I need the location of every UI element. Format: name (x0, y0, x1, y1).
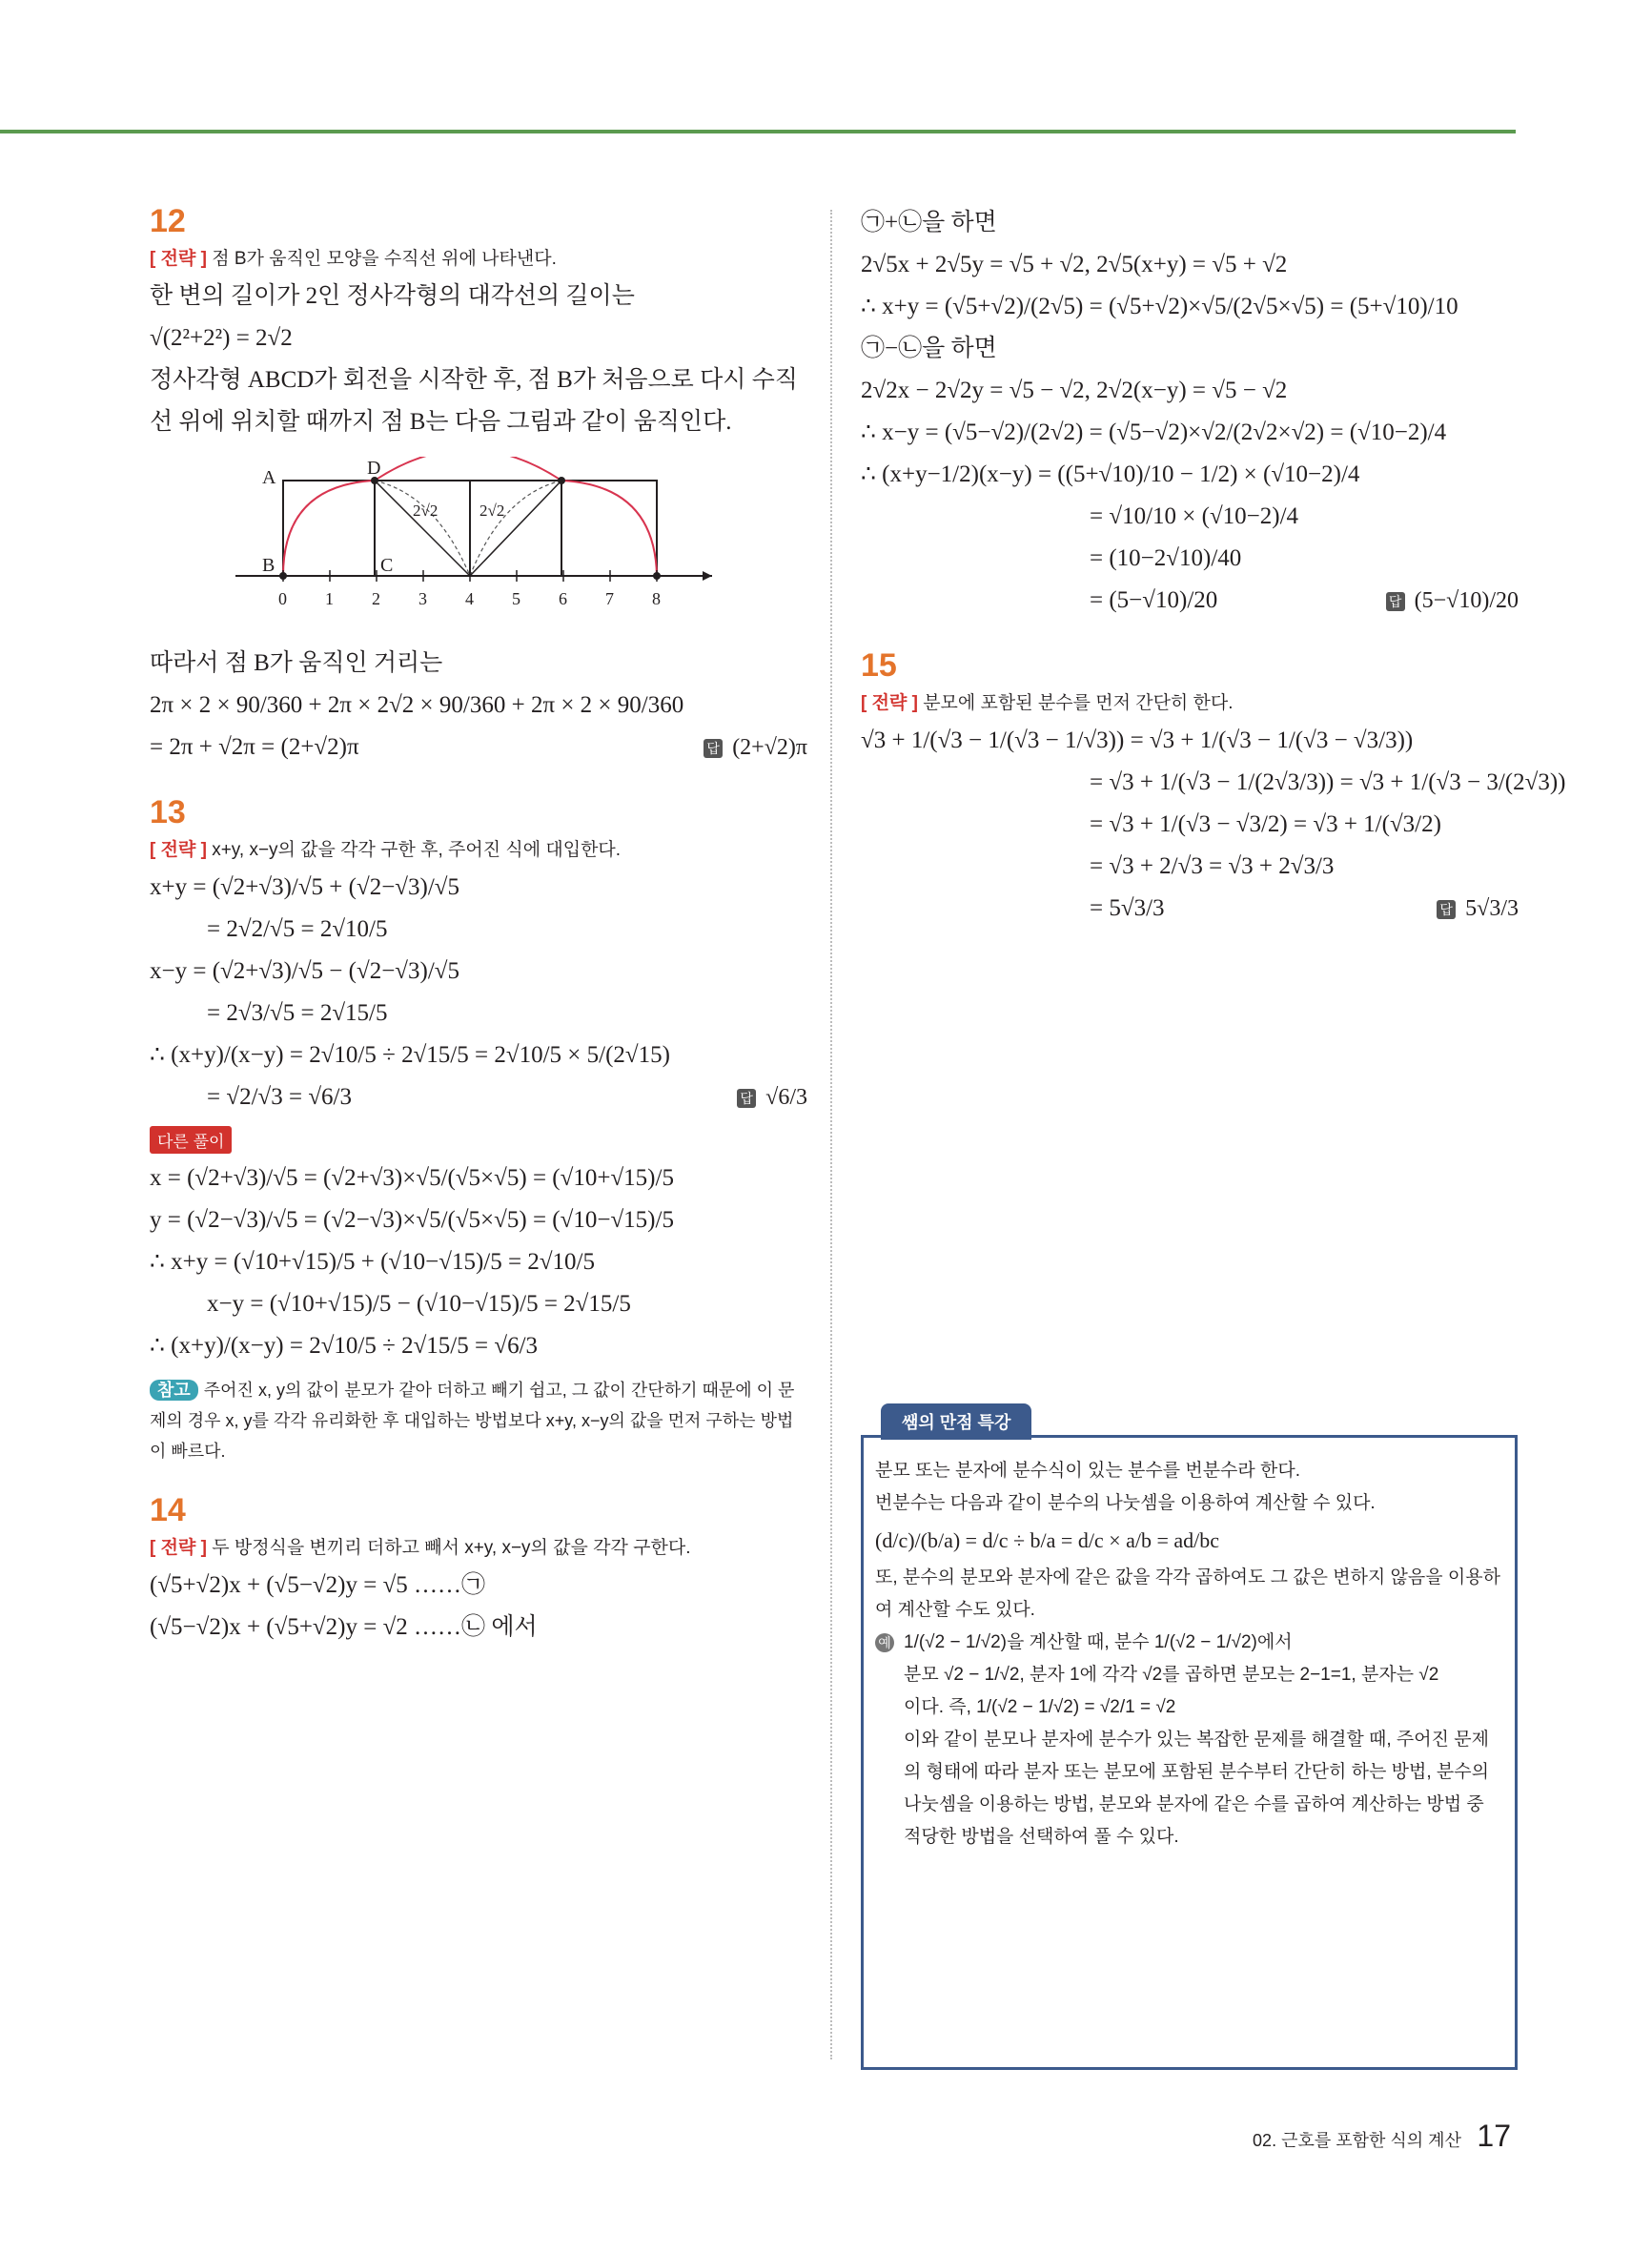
p14-result: = (5−√10)/20 (1090, 587, 1218, 613)
tip-line-4: 또, 분수의 분모와 분자에 같은 값을 각각 곱하여도 그 값은 변하지 않음을 이용하여 계산할 수도 있다. (875, 1567, 1500, 1620)
tip-line-8: 이와 같이 분모나 분자에 분수가 있는 복잡한 문제를 해결할 때, 주어진 문제의 형태에 따라 분자 또는 분모에 포함된 분수부터 간단히 하는 방법, 분수의 나눗셈을 이용하는 방법, 분모와 분자에 같은 수를 곱하여 계산하는 방법 중 적당한 방법을 선택하여 풀 수 있다. (904, 1730, 1489, 1847)
tick-label: 7 (605, 589, 614, 608)
equation-2: (√5−√2)x + (√5+√2)y = √2 ……㉡ (150, 1614, 486, 1640)
p14-r4: ㉠−㉡을 하면 (861, 336, 997, 361)
problem-15-strategy (861, 688, 1519, 714)
page-number: 17 (1477, 2119, 1511, 2153)
tick-label: 2 (372, 589, 380, 608)
p12-result: = 2π + √2π = (2+√2)π (150, 734, 359, 760)
answer-icon: 답 (1386, 592, 1405, 611)
p14-r5: 2√2x − 2√2y = √5 − √2, 2√2(x−y) = √5 − √2 (861, 378, 1288, 403)
problem-12-strategy (150, 244, 807, 270)
p13-alt-5: ∴ (x+y)/(x−y) = 2√10/5 ÷ 2√15/5 = √6/3 (150, 1333, 539, 1359)
tip-line-5: 1/(√2 − 1/√2)을 계산할 때, 분수 1/(√2 − 1/√2)에서 (904, 1632, 1293, 1652)
strategy-tag: [ 전략 ] (150, 840, 207, 860)
p12-line-7 (150, 727, 807, 768)
label-diag-1: 2√2 (413, 502, 438, 520)
p14-r10 (861, 580, 1519, 622)
p15-line-1: √3 + 1/(√3 − 1/(√3 − 1/√3)) = √3 + 1/(√3 − 1/(√3 − √3/3)) (861, 727, 1414, 753)
p13-line-4: = 2√3/√5 = 2√15/5 (207, 1000, 388, 1026)
p14-eq-1 (150, 1565, 807, 1607)
problem-12-number: 12 (150, 203, 186, 239)
left-column (150, 202, 807, 1649)
strategy-text: 점 B가 움직인 모양을 수직선 위에 나타낸다. (212, 249, 557, 269)
p13-note (150, 1375, 807, 1466)
strategy-text: 분모에 포함된 분수를 먼저 간단히 한다. (923, 693, 1234, 713)
p13-alt-2: y = (√2−√3)/√5 = (√2−√3)×√5/(√5×√5) = (√10−√15)/5 (150, 1207, 674, 1233)
tip-box-content (875, 1455, 1504, 1854)
problem-14-number: 14 (150, 1492, 186, 1528)
chapter-title: 02. 근호를 포함한 식의 계산 (1253, 2131, 1461, 2150)
tick-label: 4 (465, 589, 474, 608)
p14-eq-2 (150, 1607, 807, 1649)
tip-line-7: 이다. 즉, 1/(√2 − 1/√2) = √2/1 = √2 (904, 1697, 1176, 1717)
answer-icon: 답 (1437, 900, 1456, 919)
answer-icon: 답 (737, 1089, 756, 1108)
tip-formula: (d/c)/(b/a) = d/c ÷ b/a = d/c × a/b = ad/bc (875, 1528, 1220, 1552)
note-text: 주어진 x, y의 값이 분모가 같아 더하고 빼기 쉽고, 그 값이 간단하기 때문에 이 문제의 경우 x, y를 각각 유리화한 후 대입하는 방법보다 x+y, x−y의 값을 먼저 구하는 방법이 빠르다. (150, 1381, 795, 1461)
tick-label: 1 (325, 589, 334, 608)
p14-answer (1386, 580, 1519, 622)
problem-14-strategy (150, 1533, 807, 1559)
label-diag-2: 2√2 (479, 502, 505, 520)
p13-result: = √2/√3 = √6/3 (207, 1084, 353, 1110)
p13-line-1: x+y = (√2+√3)/√5 + (√2−√3)/√5 (150, 874, 460, 900)
tip-example (875, 1627, 1504, 1659)
problem-13-number: 13 (150, 794, 186, 830)
top-rule (0, 130, 1516, 133)
tick-label: 8 (652, 589, 661, 608)
strategy-text: x+y, x−y의 값을 각각 구한 후, 주어진 식에 대입한다. (212, 840, 622, 860)
p13-line-2: = 2√2/√5 = 2√10/5 (207, 916, 388, 942)
p14-r6: ∴ x−y = (√5−√2)/(2√2) = (√5−√2)×√2/(2√2×√2) = (√10−2)/4 (861, 420, 1447, 445)
p12-line-2: √(2²+2²) = 2√2 (150, 325, 293, 351)
tip-box-title: 쌤의 만점 특강 (881, 1403, 1031, 1440)
tip-line-6: 분모 √2 − 1/√2, 분자 1에 각각 √2를 곱하면 분모는 2−1=1, 분자는 √2 (904, 1665, 1439, 1685)
p13-line-3: x−y = (√2+√3)/√5 − (√2−√3)/√5 (150, 958, 460, 984)
tick-label: 3 (418, 589, 427, 608)
p13-answer (737, 1076, 807, 1118)
column-divider (830, 210, 832, 2059)
page-footer (1253, 2119, 1511, 2154)
p15-line-4: = √3 + 2/√3 = √3 + 2√3/3 (1090, 853, 1335, 879)
p15-line-3: = √3 + 1/(√3 − √3/2) = √3 + 1/(√3/2) (1090, 811, 1441, 837)
strategy-tag: [ 전략 ] (150, 1538, 207, 1558)
tick-label: 0 (278, 589, 287, 608)
strategy-text: 두 방정식을 변끼리 더하고 빼서 x+y, x−y의 값을 각각 구한다. (212, 1538, 691, 1558)
strategy-tag: [ 전략 ] (861, 693, 918, 713)
label-a: A (262, 467, 276, 488)
p14-r2: 2√5x + 2√5y = √5 + √2, 2√5(x+y) = √5 + √2 (861, 252, 1288, 277)
p12-line-3: 정사각형 ABCD가 회전을 시작한 후, 점 B가 처음으로 다시 수직 (150, 367, 798, 393)
p12-line-4: 선 위에 위치할 때까지 점 B는 다음 그림과 같이 움직인다. (150, 409, 732, 435)
p12-answer (704, 727, 807, 768)
tip-line-1: 분모 또는 분자에 분수식이 있는 분수를 번분수라 한다. (875, 1461, 1301, 1481)
strategy-tag: [ 전략 ] (150, 249, 207, 269)
p15-line-5 (861, 888, 1519, 930)
p15-line-2: = √3 + 1/(√3 − 1/(2√3/3)) = √3 + 1/(√3 − 3/(2√3)) (1090, 769, 1566, 795)
label-b: B (262, 555, 275, 576)
tip-line-2: 번분수는 다음과 같이 분수의 나눗셈을 이용하여 계산할 수 있다. (875, 1493, 1376, 1513)
p12-line-6: 2π × 2 × 90/360 + 2π × 2√2 × 90/360 + 2π × 2 × 90/360 (150, 692, 684, 718)
right-column (861, 202, 1566, 930)
p14-r1: ㉠+㉡을 하면 (861, 210, 997, 236)
p13-line-5: ∴ (x+y)/(x−y) = 2√10/5 ÷ 2√15/5 = 2√10/5 × 5/(2√15) (150, 1042, 670, 1068)
p14-r9: = (10−2√10)/40 (1090, 545, 1242, 571)
p12-line-1: 한 변의 길이가 2인 정사각형의 대각선의 길이는 (150, 283, 635, 309)
p13-alt-4: x−y = (√10+√15)/5 − (√10−√15)/5 = 2√15/5 (207, 1291, 631, 1317)
p13-alt-3: ∴ x+y = (√10+√15)/5 + (√10−√15)/5 = 2√10/5 (150, 1249, 595, 1275)
p14-r7: ∴ (x+y−1/2)(x−y) = ((5+√10)/10 − 1/2) × (√10−2)/4 (861, 461, 1360, 487)
square-rotation-diagram (226, 457, 722, 628)
p15-answer-value: 5√3/3 (1465, 896, 1519, 921)
p12-line-5: 따라서 점 B가 움직인 거리는 (150, 650, 443, 676)
p12-answer-value: (2+√2)π (732, 735, 807, 760)
p13-answer-value: √6/3 (765, 1085, 807, 1110)
equation-suffix: 에서 (491, 1614, 538, 1640)
tick-label: 6 (559, 589, 567, 608)
answer-icon: 답 (704, 739, 723, 758)
equation-1: (√5+√2)x + (√5−√2)y = √5 ……㉠ (150, 1572, 486, 1598)
p14-r8: = √10/10 × (√10−2)/4 (1090, 503, 1299, 529)
p15-answer (1437, 888, 1519, 930)
problem-13-strategy (150, 835, 807, 861)
p13-alt-1: x = (√2+√3)/√5 = (√2+√3)×√5/(√5×√5) = (√10+√15)/5 (150, 1165, 674, 1191)
p14-answer-value: (5−√10)/20 (1414, 588, 1519, 613)
example-icon: 예 (875, 1633, 894, 1652)
tick-label: 5 (512, 589, 520, 608)
problem-15-number: 15 (861, 647, 897, 684)
p15-result: = 5√3/3 (1090, 895, 1165, 921)
p13-line-6 (150, 1076, 807, 1118)
label-d: D (367, 458, 381, 479)
alt-solution-badge: 다른 풀이 (150, 1126, 232, 1154)
p14-r3: ∴ x+y = (√5+√2)/(2√5) = (√5+√2)×√5/(2√5×√5) = (5+√10)/10 (861, 294, 1458, 319)
note-tag: 참고 (150, 1380, 198, 1401)
label-c: C (380, 555, 394, 576)
